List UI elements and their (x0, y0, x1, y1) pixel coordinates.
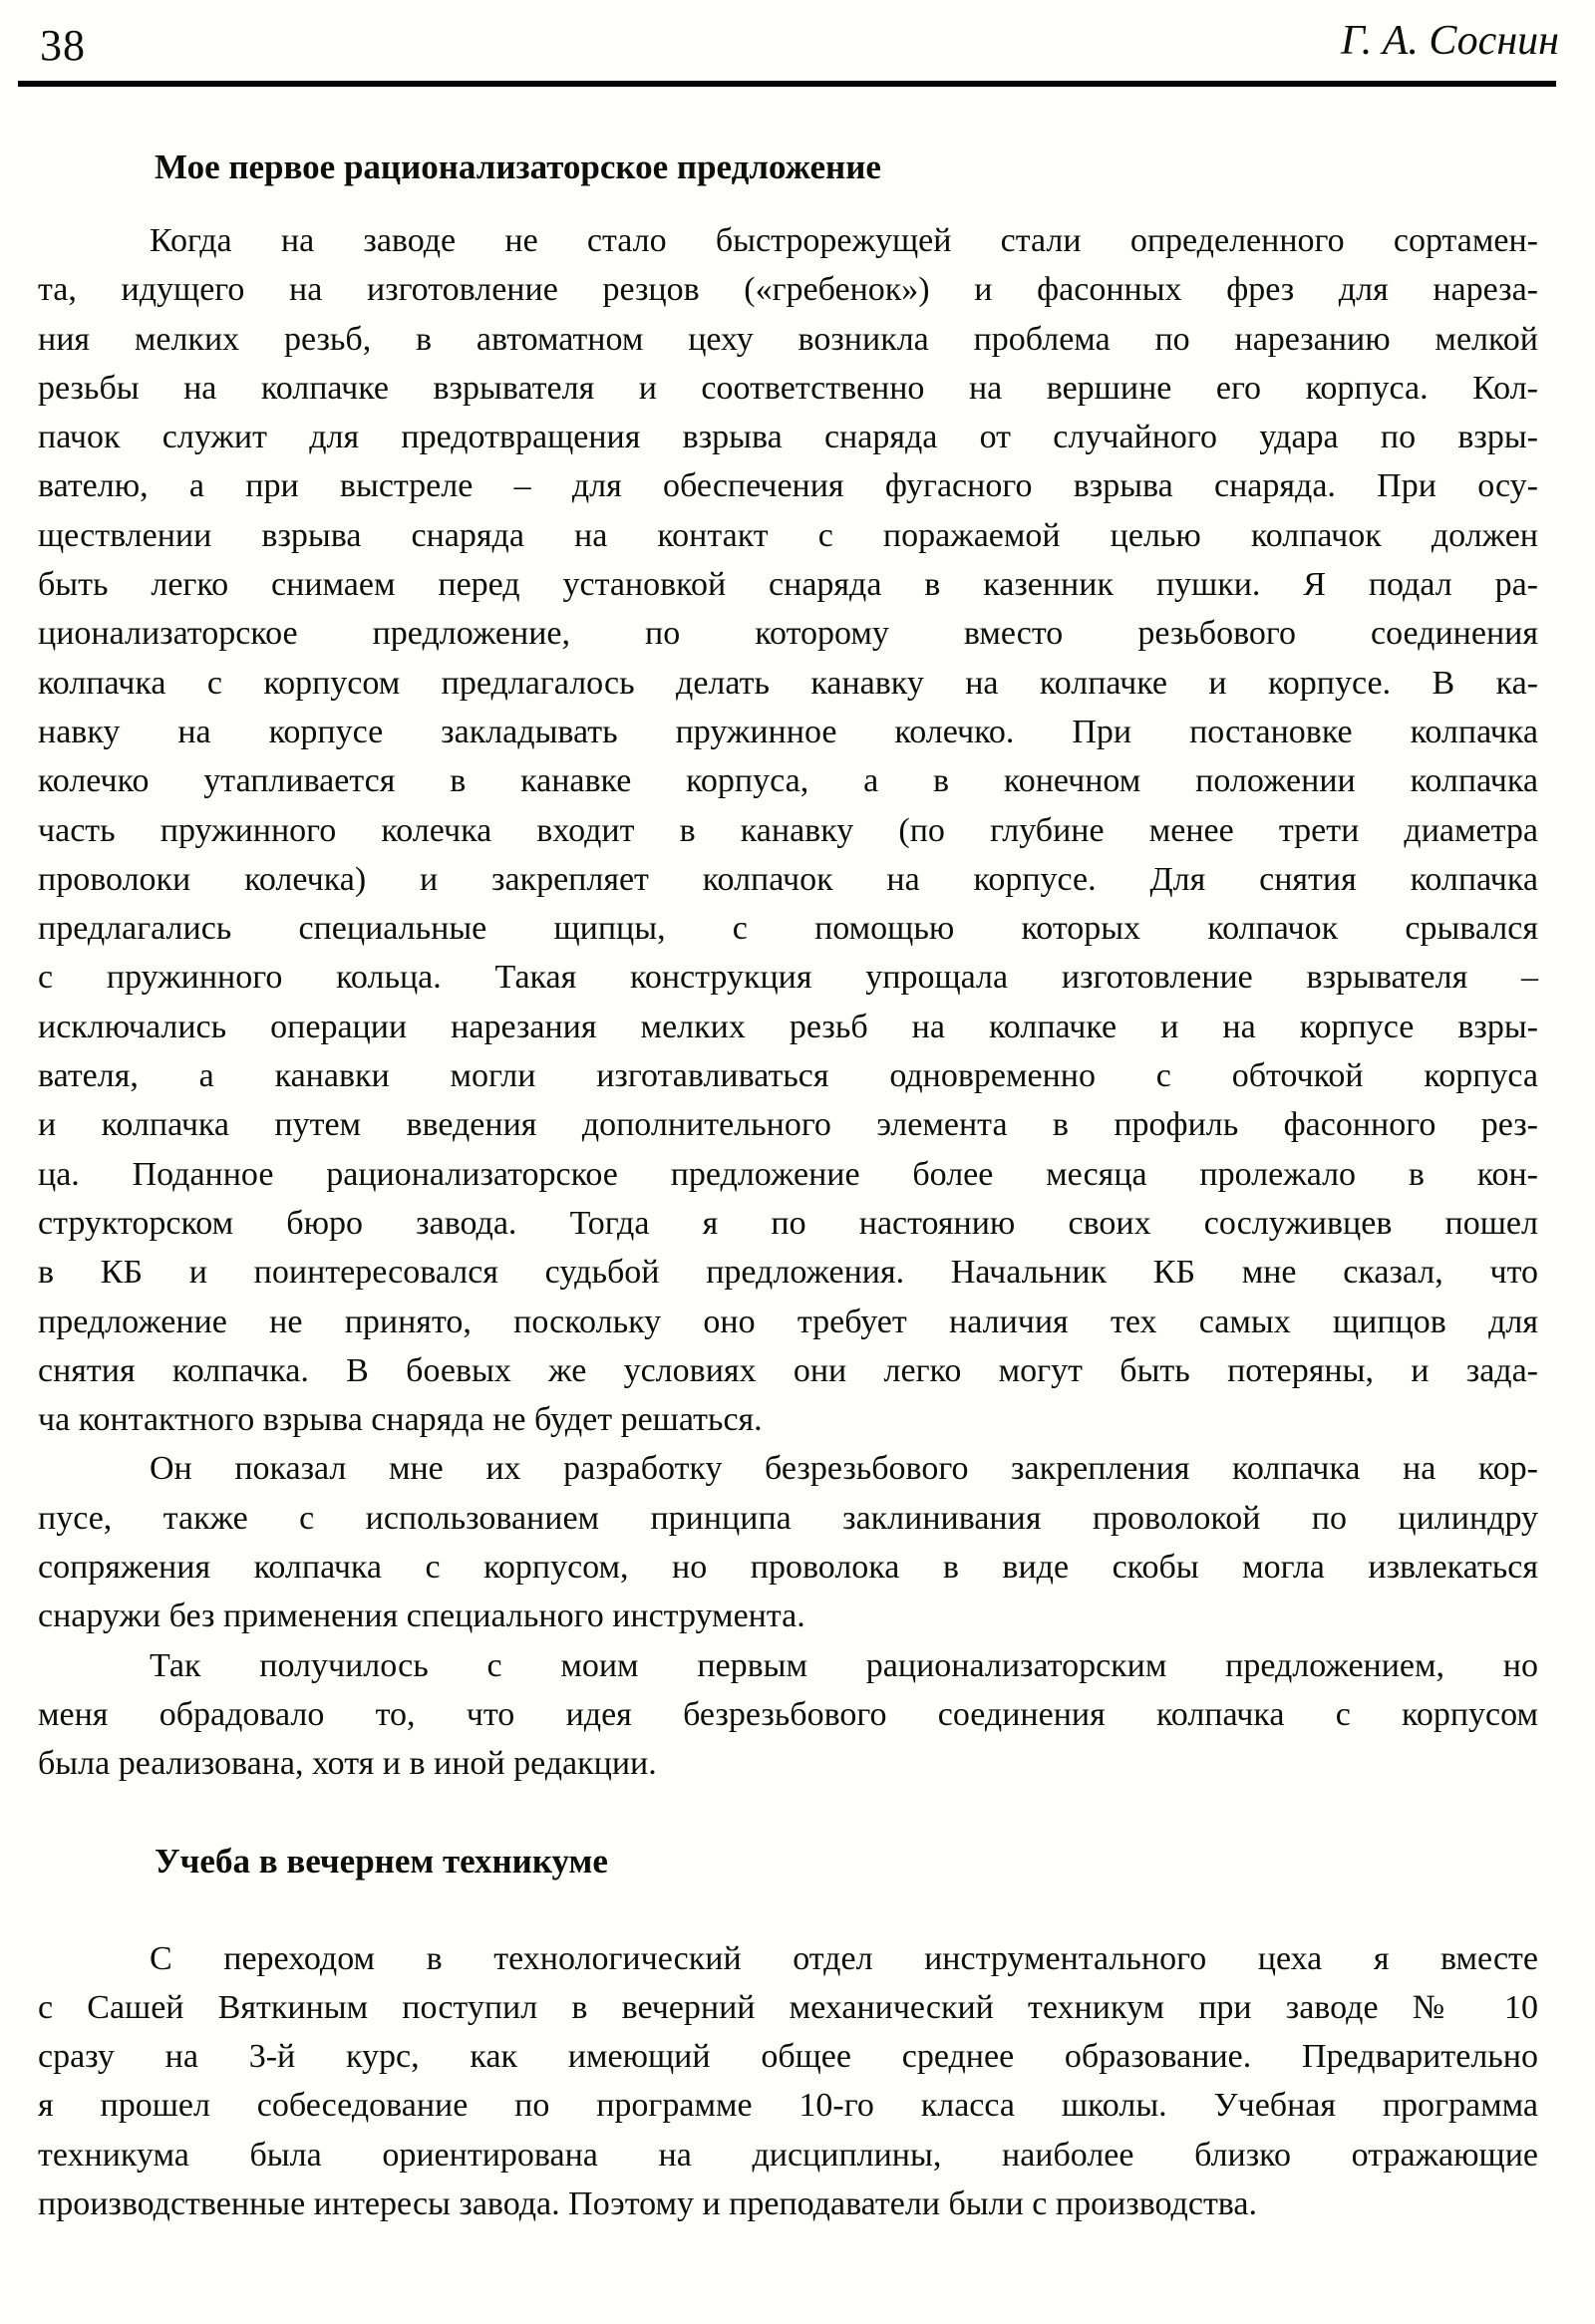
section-heading: Учеба в вечернем техникуме (155, 1841, 608, 1881)
text-line: пусе, также с использованием принципа заклинивания проволокой по цилиндру (38, 1499, 1538, 1537)
text-line: Когда на заводе не стало быстрорежущей стали определенного сортамен- (150, 222, 1538, 259)
text-line: С переходом в технологический отдел инструментального цеха я вместе (150, 1939, 1538, 1977)
text-line: сопряжения колпачка с корпусом, но проволока в виде скобы могла извлекаться (38, 1549, 1538, 1587)
text-line: Он показал мне их разработку безрезьбового закрепления колпачка на кор- (150, 1450, 1538, 1488)
text-line: меня обрадовало то, что идея безрезьбового соединения колпачка с корпусом (38, 1695, 1538, 1733)
text-line: резьбы на колпачке взрывателя и соответственно на вершине его корпуса. Кол- (38, 369, 1538, 407)
text-line: ца. Поданное рационализаторское предложение более месяца пролежало в кон- (38, 1155, 1538, 1193)
text-line: навку на корпусе закладывать пружинное колечко. При постановке колпачка (38, 713, 1538, 750)
text-line: та, идущего на изготовление резцов («гребенок») и фасонных фрез для нареза- (38, 271, 1538, 309)
paragraph (38, 1641, 1538, 1789)
page-number: 38 (40, 21, 86, 70)
text-line: предлагались специальные щипцы, с помощью которых колпачок срывался (38, 910, 1538, 948)
text-line: ционализаторское предложение, по которому вместо резьбового соединения (38, 615, 1538, 653)
running-head-author: Г. А. Соснин (1340, 18, 1559, 64)
text-line: с пружинного кольца. Такая конструкция упрощала изготовление взрывателя – (38, 959, 1538, 997)
text-line: Так получилось с моим первым рационализаторским предложением, но (150, 1646, 1538, 1684)
text-line: ния мелких резьб, в автоматном цеху возникла проблема по нарезанию мелкой (38, 320, 1538, 358)
text-line: с Сашей Вяткиным поступил в вечерний механический техникум при заводе № 10 (38, 1988, 1538, 2026)
text-line: производственные интересы завода. Поэтому и преподаватели были с производства. (38, 2184, 1258, 2222)
text-line: я прошел собеседование по программе 10-го класса школы. Учебная программа (38, 2087, 1538, 2125)
text-line: техникума была ориентирована на дисциплины, наиболее близко отражающие (38, 2136, 1538, 2174)
paragraph (38, 1444, 1538, 1640)
text-line: быть легко снимаем перед установкой снаряда в казенник пушки. Я подал ра- (38, 566, 1538, 604)
text-line: исключались операции нарезания мелких резьб на колпачке и на корпусе взры- (38, 1008, 1538, 1045)
text-line: вателя, а канавки могли изготавливаться одновременно с обточкой корпуса (38, 1057, 1538, 1095)
text-line: была реализована, хотя и в иной редакции. (38, 1745, 657, 1783)
text-line: снятия колпачка. В боевых же условиях они легко могут быть потеряны, и зада- (38, 1351, 1538, 1389)
text-line: сразу на 3-й курс, как имеющий общее среднее образование. Предварительно (38, 2038, 1538, 2076)
paragraph (38, 216, 1538, 1444)
text-line: в КБ и поинтересовался судьбой предложения. Начальник КБ мне сказал, что (38, 1254, 1538, 1292)
text-line: и колпачка путем введения дополнительного элемента в профиль фасонного рез- (38, 1106, 1538, 1144)
text-line: колечко утапливается в канавке корпуса, а в конечном положении колпачка (38, 762, 1538, 800)
text-line: проволоки колечка) и закрепляет колпачок на корпусе. Для снятия колпачка (38, 860, 1538, 898)
text-line: ча контактного взрыва снаряда не будет решаться. (38, 1401, 763, 1439)
text-line: часть пружинного колечка входит в канавку (по глубине менее трети диаметра (38, 811, 1538, 849)
text-line: предложение не принято, поскольку оно требует наличия тех самых щипцов для (38, 1303, 1538, 1340)
text-line: вателю, а при выстреле – для обеспечения фугасного взрыва снаряда. При осу- (38, 467, 1538, 505)
paragraph (38, 1934, 1538, 2229)
page-body (38, 0, 1538, 2228)
text-line: пачок служит для предотвращения взрыва снаряда от случайного удара по взры- (38, 419, 1538, 456)
text-line: ществлении взрыва снаряда на контакт с поражаемой целью колпачок должен (38, 516, 1538, 554)
text-line: снаружи без применения специального инструмента. (38, 1598, 805, 1635)
section-heading: Мое первое рационализаторское предложение (155, 147, 881, 186)
text-line: колпачка с корпусом предлагалось делать канавку на колпачке и корпусе. В ка- (38, 664, 1538, 702)
text-line: структорском бюро завода. Тогда я по настоянию своих сослуживцев пошел (38, 1204, 1538, 1242)
